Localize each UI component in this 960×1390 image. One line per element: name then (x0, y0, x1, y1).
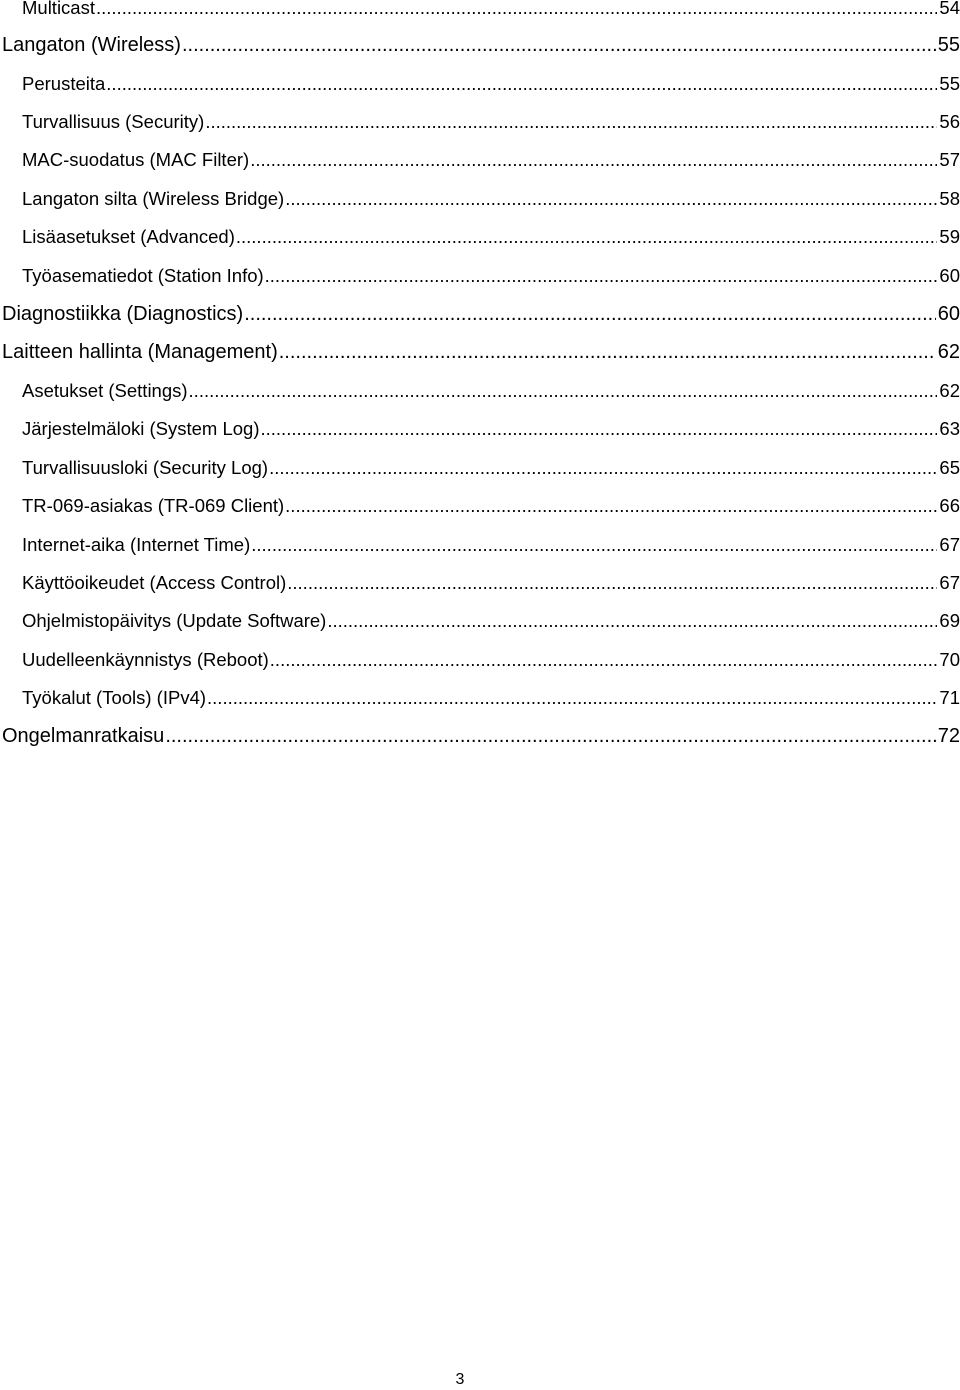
toc-leader-dots (182, 30, 936, 60)
toc-entry-title: Ongelmanratkaisu (2, 725, 165, 747)
toc-leader-dots (270, 645, 938, 675)
toc-entry-title: Langaton (Wireless) (2, 34, 181, 56)
toc-entry[interactable] (22, 568, 960, 598)
toc-entry-page: 70 (939, 649, 960, 670)
toc-leader-dots (287, 568, 937, 598)
toc-entry-title: TR-069-asiakas (TR-069 Client) (22, 495, 285, 516)
toc-entry[interactable] (2, 299, 960, 329)
toc-entry-page: 63 (939, 418, 960, 439)
toc-entry-title: Internet-aika (Internet Time) (22, 534, 251, 555)
toc-entry-page: 55 (937, 34, 960, 56)
toc-entry[interactable] (22, 261, 960, 291)
toc-entry[interactable] (22, 491, 960, 521)
toc-entry[interactable] (22, 184, 960, 214)
toc-leader-dots (265, 261, 938, 291)
toc-entry[interactable] (22, 414, 960, 444)
toc-entry-page: 54 (939, 0, 960, 18)
toc-entry[interactable] (22, 69, 960, 99)
toc-leader-dots (106, 69, 937, 99)
toc-leader-dots (261, 414, 938, 444)
toc-leader-dots (285, 184, 937, 214)
toc-entry-page: 56 (939, 111, 960, 132)
toc-leader-dots (251, 530, 937, 560)
toc-entry[interactable] (22, 530, 960, 560)
toc-entry-page: 57 (939, 149, 960, 170)
toc-entry-title: Turvallisuusloki (Security Log) (22, 457, 269, 478)
toc-entry-title: Diagnostiikka (Diagnostics) (2, 303, 244, 325)
toc-entry[interactable] (2, 337, 960, 367)
toc-entry-page: 58 (939, 188, 960, 209)
toc-entry-page: 55 (939, 73, 960, 94)
toc-entry-title: Asetukset (Settings) (22, 380, 188, 401)
toc-entry[interactable] (22, 376, 960, 406)
toc-entry-title: Käyttöoikeudet (Access Control) (22, 572, 287, 593)
page-number: 3 (455, 1371, 465, 1388)
toc-leader-dots (244, 299, 936, 329)
toc-entry-page: 62 (937, 341, 960, 363)
toc-leader-dots (327, 606, 937, 636)
toc-entry[interactable] (22, 0, 960, 23)
toc-entry-page: 69 (939, 610, 960, 631)
toc-leader-dots (236, 222, 938, 252)
toc-entry-page: 67 (939, 572, 960, 593)
toc-leader-dots (165, 721, 935, 751)
toc-entry-page: 72 (937, 725, 960, 747)
toc-entry-title: Turvallisuus (Security) (22, 111, 205, 132)
toc-entry-page: 59 (939, 226, 960, 247)
toc-entry[interactable] (22, 606, 960, 636)
toc-entry[interactable] (2, 721, 960, 751)
toc-leader-dots (285, 491, 937, 521)
toc-entry-page: 60 (937, 303, 960, 325)
toc-entry-page: 60 (939, 265, 960, 286)
toc-entry-title: Työasematiedot (Station Info) (22, 265, 264, 286)
toc-entry[interactable] (2, 30, 960, 60)
toc-entry-title: Järjestelmäloki (System Log) (22, 418, 260, 439)
toc-entry-title: Laitteen hallinta (Management) (2, 341, 278, 363)
toc-entry-page: 62 (939, 380, 960, 401)
toc-entry-title: Uudelleenkäynnistys (Reboot) (22, 649, 269, 670)
toc-entry-title: Ohjelmistopäivitys (Update Software) (22, 610, 327, 631)
toc-entry[interactable] (22, 222, 960, 252)
toc-entry[interactable] (22, 145, 960, 175)
toc-entry-title: Työkalut (Tools) (IPv4) (22, 687, 207, 708)
toc-entry[interactable] (22, 453, 960, 483)
toc-leader-dots (96, 0, 937, 23)
toc-leader-dots (189, 376, 938, 406)
toc-leader-dots (207, 683, 937, 713)
toc-entry-page: 67 (939, 534, 960, 555)
toc-entry-title: Multicast (22, 0, 95, 18)
toc-entry-page: 66 (939, 495, 960, 516)
toc-entry-title: Perusteita (22, 73, 106, 94)
toc-entry[interactable] (22, 683, 960, 713)
toc-leader-dots (269, 453, 937, 483)
toc-leader-dots (279, 337, 936, 367)
toc-entry-title: Langaton silta (Wireless Bridge) (22, 188, 285, 209)
toc-entry[interactable] (22, 645, 960, 675)
toc-leader-dots (205, 107, 937, 137)
toc-entry-page: 65 (939, 457, 960, 478)
toc-entry[interactable] (22, 107, 960, 137)
toc-entry-page: 71 (939, 687, 960, 708)
toc-entry-title: MAC-suodatus (MAC Filter) (22, 149, 250, 170)
toc-entry-title: Lisäasetukset (Advanced) (22, 226, 235, 247)
toc-leader-dots (250, 145, 937, 175)
